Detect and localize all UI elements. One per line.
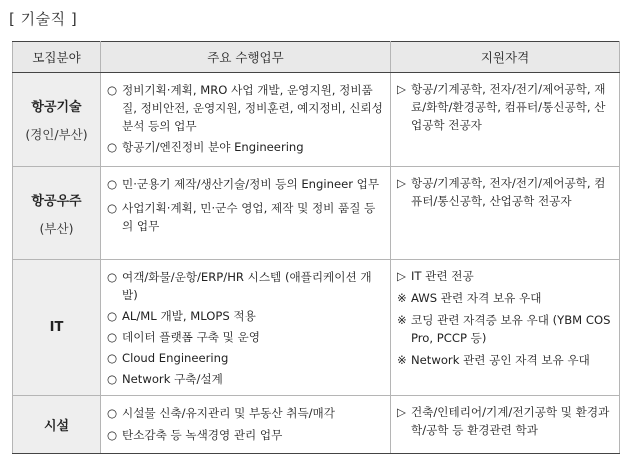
duties-cell [101, 260, 391, 396]
duty-item: ○ 항공기/엔진정비 분야 Engineering [107, 140, 304, 154]
section-title: [ 기술직 ] [9, 10, 78, 28]
field-location: (경인/부산) [25, 127, 88, 142]
quals-cell [391, 260, 620, 396]
circle-marker-icon: ○ [107, 309, 118, 323]
quals-cell [391, 396, 620, 454]
reference-mark-icon: ※ [397, 353, 407, 367]
duties-cell [101, 73, 391, 167]
circle-marker-icon: ○ [107, 140, 118, 154]
recruitment-table [12, 41, 620, 454]
duty-item: ○ 여객/화물/운항/ERP/HR 시스템 (애플리케이션 개발) [107, 270, 372, 302]
reference-mark-icon: ※ [397, 313, 407, 327]
header-quals: 지원자격 [391, 42, 620, 73]
field-cell [13, 260, 101, 396]
qual-item: ▷ 항공/기계공학, 전자/전기/제어공학, 재료/화학/환경공학, 컴퓨터/통신공학, 산업공학 전공자 [397, 82, 606, 132]
quals-cell [391, 73, 620, 167]
triangle-marker-icon: ▷ [397, 82, 406, 96]
table-row [13, 73, 620, 167]
qual-item: ▷ IT 관련 전공 [397, 269, 474, 283]
circle-marker-icon: ○ [107, 351, 118, 365]
duty-item: ○ AL/ML 개발, MLOPS 적용 [107, 309, 256, 323]
duties-cell [101, 167, 391, 260]
triangle-marker-icon: ▷ [397, 269, 406, 283]
duty-item: ○ 사업기획·계획, 민·군수 영업, 제작 및 정비 품질 등의 업무 [107, 201, 376, 233]
circle-marker-icon: ○ [107, 270, 118, 284]
circle-marker-icon: ○ [107, 177, 118, 191]
circle-marker-icon: ○ [107, 330, 118, 344]
duty-item: ○ Network 구축/설계 [107, 372, 223, 386]
qual-item: ※ 코딩 관련 자격증 보유 우대 (YBM COS Pro, PCCP 등) [397, 313, 611, 345]
duty-item: ○ 시설물 신축/유지관리 및 부동산 취득/매각 [107, 406, 335, 420]
field-location: (부산) [39, 220, 74, 236]
field-cell [13, 396, 101, 454]
field-name: 항공기술 [31, 100, 82, 115]
duty-item: ○ Cloud Engineering [107, 351, 229, 365]
field-cell [13, 167, 101, 260]
table-row [13, 167, 620, 260]
field-name: 시설 [43, 419, 70, 434]
triangle-marker-icon: ▷ [397, 405, 406, 419]
circle-marker-icon: ○ [107, 372, 118, 386]
duties-cell [101, 396, 391, 454]
triangle-marker-icon: ▷ [397, 176, 406, 190]
quals-cell [391, 167, 620, 260]
field-name: 항공우주 [31, 193, 82, 209]
header-field: 모집분야 [13, 42, 101, 73]
duty-item: ○ 데이터 플랫폼 구축 및 운영 [107, 330, 260, 344]
duty-item: ○ 탄소감축 등 녹색경영 관리 업무 [107, 428, 283, 442]
qual-item: ※ Network 관련 공인 자격 보유 우대 [397, 353, 590, 367]
table-row [13, 396, 620, 454]
qual-item: ▷ 건축/인테리어/기계/전기공학 및 환경과학/공학 등 환경관련 학과 [397, 405, 610, 437]
circle-marker-icon: ○ [107, 406, 118, 420]
qual-item: ▷ 항공/기계공학, 전자/전기/제어공학, 컴퓨터/통신공학, 산업공학 전공자 [397, 176, 606, 208]
header-duties: 주요 수행업무 [101, 42, 391, 73]
circle-marker-icon: ○ [107, 83, 118, 97]
duty-item: ○ 민·군용기 제작/생산기술/정비 등의 Engineer 업무 [107, 177, 380, 191]
qual-item: ※ AWS 관련 자격 보유 우대 [397, 291, 542, 305]
table-row [13, 260, 620, 396]
circle-marker-icon: ○ [107, 201, 118, 215]
circle-marker-icon: ○ [107, 428, 118, 442]
reference-mark-icon: ※ [397, 291, 407, 305]
field-name: IT [49, 320, 64, 335]
duty-item: ○ 정비기획·계획, MRO 사업 개발, 운영지원, 정비품질, 정비안전, 운영지원, 정비훈련, 예지정비, 신뢰성 분석 등의 업무 [107, 83, 383, 133]
table-header-row [13, 42, 620, 73]
field-cell [13, 73, 101, 167]
